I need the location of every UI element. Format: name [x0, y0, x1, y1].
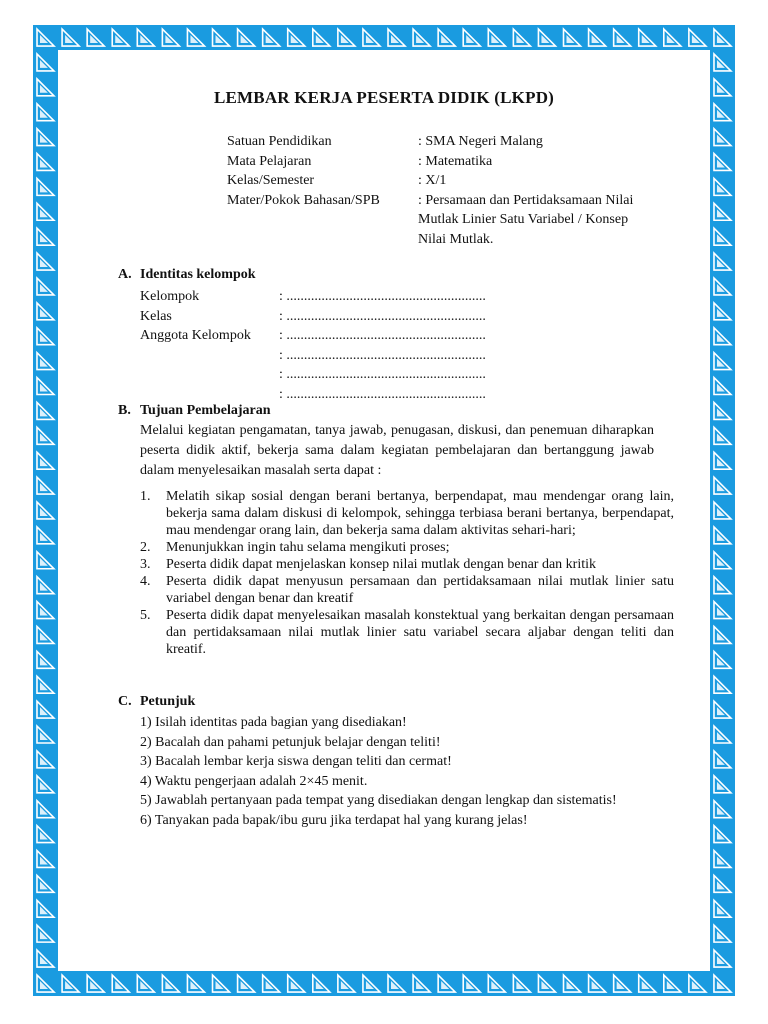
list-text: Menunjukkan ingin tahu selama mengikuti proses;	[166, 540, 450, 555]
section-letter: A.	[118, 267, 132, 282]
list-item	[140, 488, 674, 539]
list-number: 4.	[140, 574, 151, 589]
identity-label: Kelas	[140, 308, 172, 324]
identity-blank: : .........................................................	[279, 308, 486, 324]
meta-label: Satuan Pendidikan	[227, 134, 332, 149]
list-number: 2.	[140, 540, 151, 555]
identity-blank: : .........................................................	[279, 386, 486, 402]
section-b-heading	[118, 403, 271, 419]
section-title: Petunjuk	[140, 694, 196, 709]
list-item	[140, 607, 674, 658]
meta-value: : SMA Negeri Malang	[418, 134, 543, 149]
list-item: 3) Bacalah lembar kerja siswa dengan teliti dan cermat!	[140, 754, 452, 770]
section-letter: B.	[118, 403, 131, 418]
list-item: 5) Jawablah pertanyaan pada tempat yang disediakan dengan lengkap dan sistematis!	[140, 793, 617, 809]
list-item	[140, 539, 674, 556]
list-item: 1) Isilah identitas pada bagian yang disediakan!	[140, 715, 407, 730]
meta-value: : Matematika	[418, 153, 493, 169]
list-item: 2) Bacalah dan pahami petunjuk belajar dengan teliti!	[140, 734, 441, 750]
section-a-heading	[118, 267, 256, 283]
identity-label: Anggota Kelompok	[140, 328, 251, 343]
list-item	[140, 573, 674, 607]
meta-value-continued: Mutlak Linier Satu Variabel / Konsep	[418, 212, 629, 227]
identity-blank: : .........................................................	[279, 347, 486, 363]
section-letter: C.	[118, 694, 132, 709]
list-item	[140, 556, 674, 573]
meta-label: Mata Pelajaran	[227, 153, 312, 169]
section-c-heading	[118, 694, 195, 710]
list-text: Peserta didik dapat menyelesaikan masalah konstektual yang berkaitan dengan persamaan dan pertidaksamaan nilai mutlak linier satu variabel secara aljabar dengan teliti dan kreatif.	[166, 608, 674, 657]
objectives-list	[140, 488, 674, 658]
list-text: Peserta didik dapat menyusun persamaan dan pertidaksamaan nilai mutlak linier satu variabel dengan benar dan kreatif	[166, 574, 674, 606]
list-number: 3.	[140, 557, 151, 572]
list-item: 4) Waktu pengerjaan adalah 2×45 menit.	[140, 773, 368, 789]
meta-label: Kelas/Semester	[227, 173, 315, 188]
meta-value: : X/1	[418, 173, 447, 188]
meta-label: Mater/Pokok Bahasan/SPB	[227, 192, 380, 208]
instructions-list	[140, 713, 617, 831]
identity-blank: : .........................................................	[279, 289, 486, 304]
identity-label: Kelompok	[140, 289, 200, 304]
identity-blank: : .........................................................	[279, 367, 486, 382]
meta-value: : Persamaan dan Pertidaksamaan Nilai	[418, 192, 634, 208]
list-number: 5.	[140, 608, 151, 623]
objectives-intro: Melalui kegiatan pengamatan, tanya jawab, penugasan, diskusi, dan penemuan diharapkan peserta didik aktif, bekerja sama dalam kegiatan pembelajaran dan bertanggung jawab dalam menyelesaikan masalah serta dapat :	[140, 423, 654, 478]
list-text: Peserta didik dapat menjelaskan konsep nilai mutlak dengan benar dan kritik	[166, 557, 596, 572]
section-title: Identitas kelompok	[140, 267, 256, 282]
page-title: LEMBAR KERJA PESERTA DIDIK (LKPD)	[213, 88, 555, 107]
list-text: Melatih sikap sosial dengan berani bertanya, berpendapat, mau mendengar orang lain, bekerja sama dalam diskusi di kelompok, sehingga terbiasa berani bertanya, berpendapat, mau mendengar orang lain, dan bekerja sama dalam aktivitas sehari-hari;	[166, 489, 674, 538]
identity-blank: : .........................................................	[279, 328, 486, 343]
meta-value-continued: Nilai Mutlak.	[418, 231, 494, 247]
list-number: 1.	[140, 489, 151, 504]
section-title: Tujuan Pembelajaran	[140, 403, 271, 418]
list-item: 6) Tanyakan pada bapak/ibu guru jika terdapat hal yang kurang jelas!	[140, 812, 528, 828]
